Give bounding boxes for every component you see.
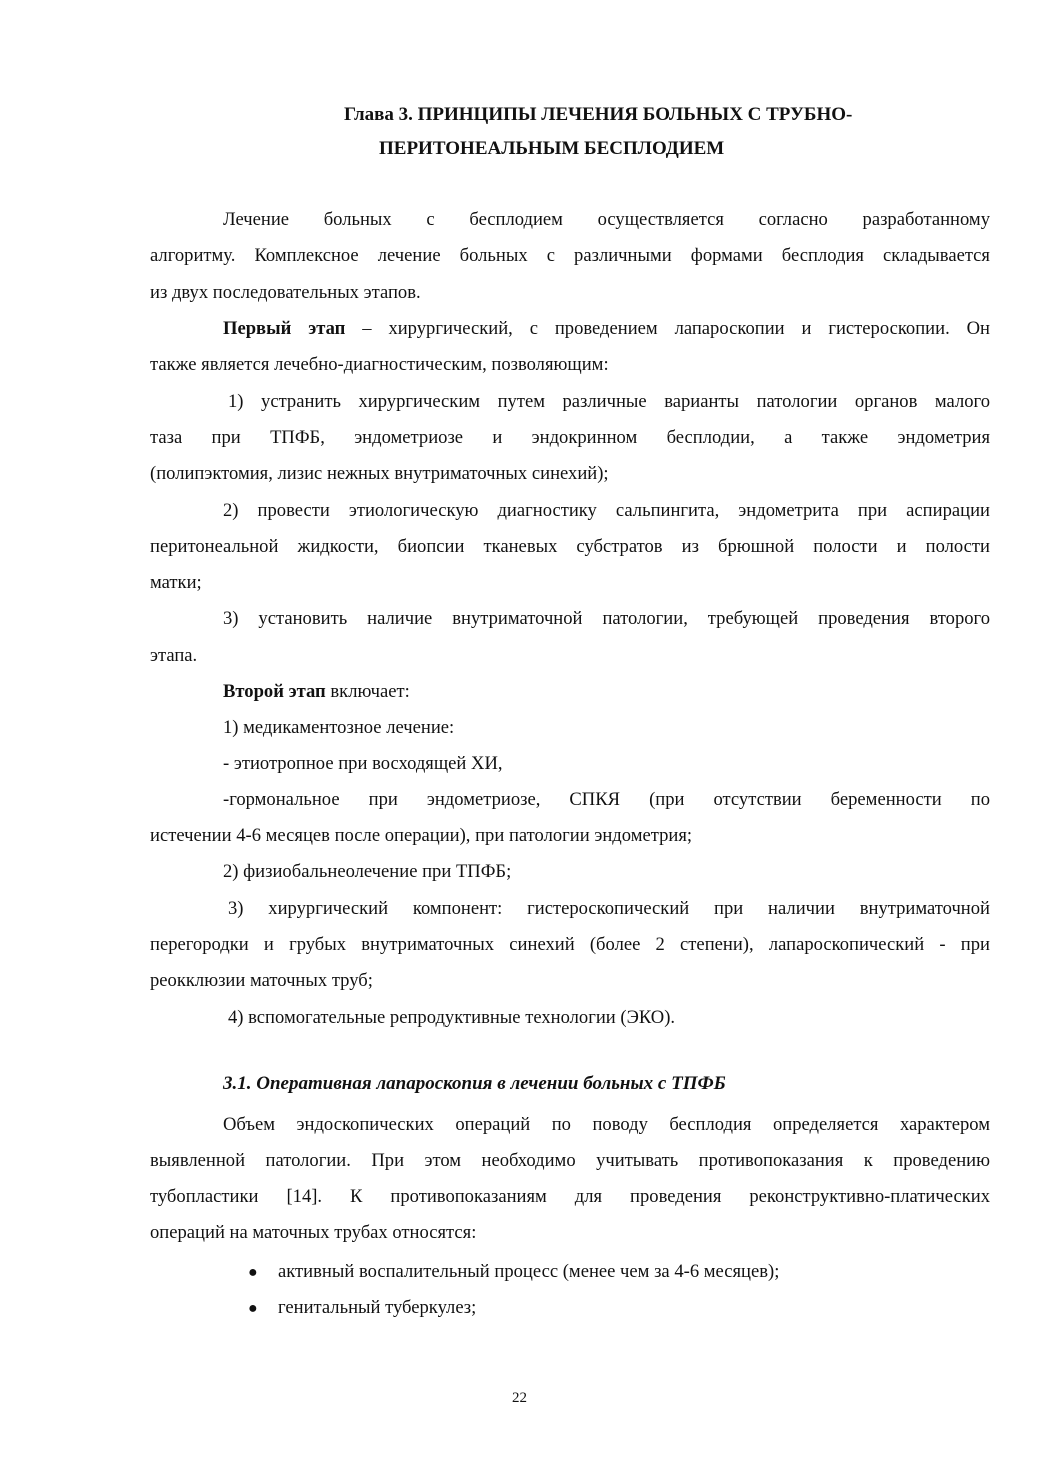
stage2-item1-b-line-1: -гормональное при эндометриозе, СПКЯ (при отсутствии беременности по [223,789,990,810]
stage1-item1-line-1: 1) устранить хирургическим путем различные варианты патологии органов малого [228,391,990,412]
stage2-label: Второй этап [223,681,326,702]
section-line-2: выявленной патологии. При этом необходимо учитывать противопоказания к проведению [150,1150,990,1171]
stage1-item2-line-1: 2) провести этиологическую диагностику сальпингита, эндометрита при аспирации [223,500,990,521]
stage2-item3-line-3: реокклюзии маточных труб; [150,970,373,991]
chapter-title-line1: Глава 3. ПРИНЦИПЫ ЛЕЧЕНИЯ БОЛЬНЫХ С ТРУБНО- [344,104,853,125]
intro-line-3: из двух последовательных этапов. [150,282,421,303]
list-item [248,1290,476,1327]
stage1-item2-line-3: матки; [150,572,202,593]
stage1-line-1-text: – хирургический, с проведением лапароскопии и гистероскопии. Он [345,318,990,339]
stage2-item2: 2) физиобальнеолечение при ТПФБ; [223,861,512,882]
stage2-line-1-text: включает: [325,681,410,702]
stage2-item1-a: - этиотропное при восходящей ХИ, [223,753,503,774]
stage2-item4: 4) вспомогательные репродуктивные технологии (ЭКО). [228,1007,676,1028]
stage1-item1-line-2: таза при ТПФБ, эндометриозе и эндокринном бесплодии, а также эндометрия [150,427,990,448]
list-item-text: активный воспалительный процесс (менее чем за 4-6 месяцев); [278,1261,780,1282]
section-line-4: операций на маточных трубах относятся: [150,1222,477,1243]
stage1-item1-line-3: (полипэктомия, лизис нежных внутриматочных синехий); [150,463,609,484]
chapter-title-line2: ПЕРИТОНЕАЛЬНЫМ БЕСПЛОДИЕМ [379,138,725,159]
list-item [248,1254,779,1291]
stage1-item3-line-1: 3) установить наличие внутриматочной патологии, требующей проведения второго [223,608,990,629]
stage1-item3-line-2: этапа. [150,645,198,666]
stage1-label: Первый этап [223,318,346,339]
stage1-line-2: также является лечебно-диагностическим, позволяющим: [150,354,609,375]
intro-line-2: алгоритму. Комплексное лечение больных с различными формами бесплодия складывается [150,245,990,266]
stage2-line-1 [223,674,410,710]
stage2-item1: 1) медикаментозное лечение: [223,717,455,738]
stage2-item1-b-line-2: истечении 4-6 месяцев после операции), при патологии эндометрия; [150,825,693,846]
page-number: 22 [512,1390,527,1406]
stage1-line-1 [223,311,990,347]
section-line-3: тубопластики [14]. К противопоказаниям для проведения реконструктивно-платических [150,1186,990,1207]
bullet-dot-icon: ● [248,1264,258,1281]
section-title: 3.1. Оперативная лапароскопия в лечении больных с ТПФБ [223,1073,726,1094]
stage2-item3-line-2: перегородки и грубых внутриматочных синехий (более 2 степени), лапароскопический - при [150,934,990,955]
section-line-1: Объем эндоскопических операций по поводу бесплодия определяется характером [223,1114,990,1135]
bullet-dot-icon: ● [248,1300,258,1317]
intro-line-1: Лечение больных с бесплодием осуществляется согласно разработанному [223,209,990,230]
list-item-text: генитальный туберкулез; [278,1297,477,1318]
stage1-item2-line-2: перитонеальной жидкости, биопсии тканевых субстратов из брюшной полости и полости [150,536,990,557]
stage2-item3-line-1: 3) хирургический компонент: гистероскопический при наличии внутриматочной [228,898,990,919]
